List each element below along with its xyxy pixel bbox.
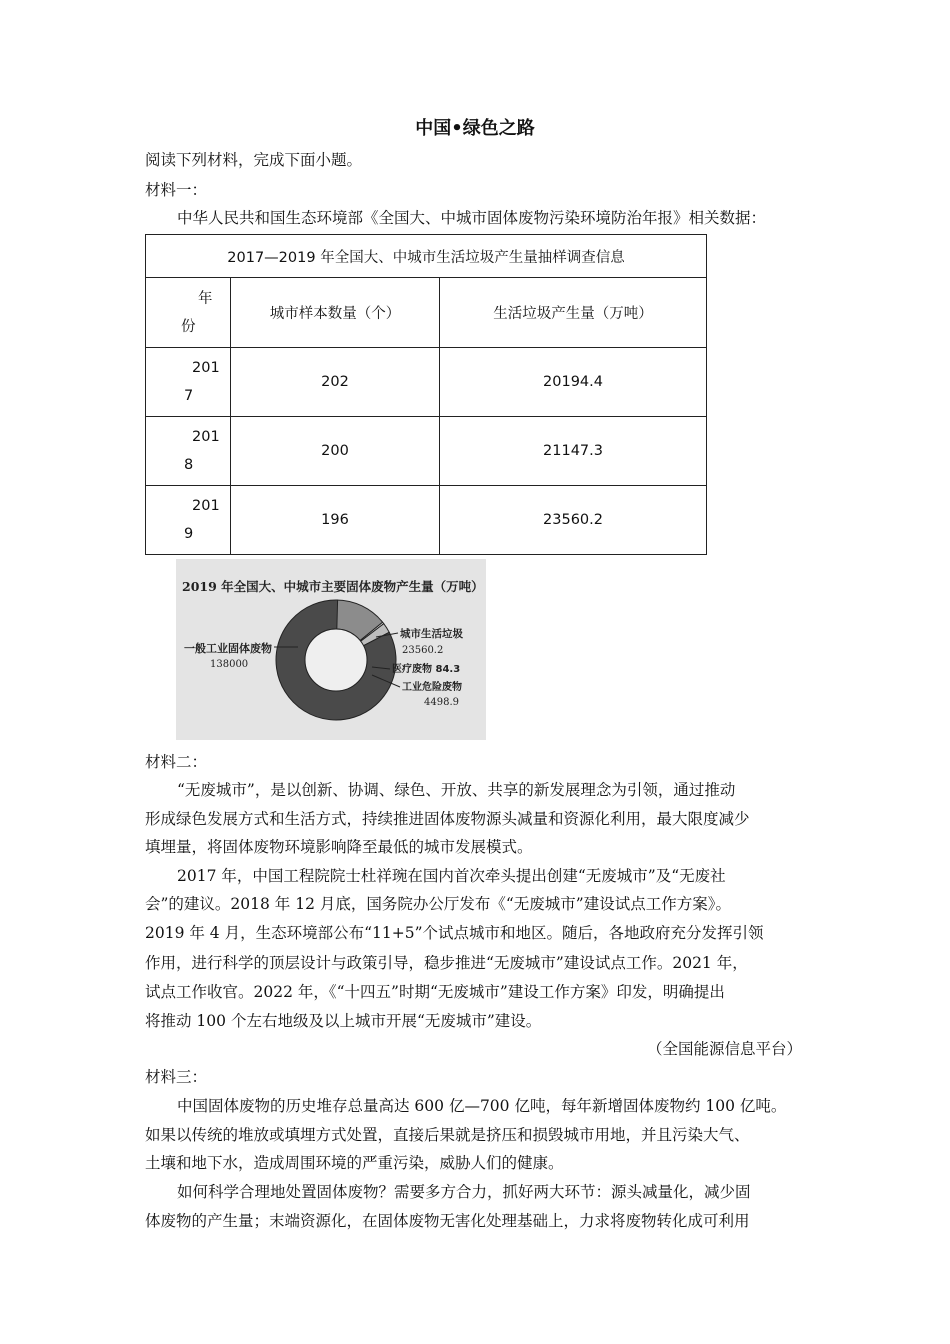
m2-line: 会”的建议。2018 年 12 月底，国务院办公厅发布《“无废城市”建设试点工作方案》。 — [145, 895, 731, 913]
material-3-label: 材料三： — [145, 1068, 208, 1086]
material-2-source: （全国能源信息平台） — [646, 1040, 802, 1058]
material-2-label: 材料二： — [145, 753, 208, 771]
year-part: 8 — [184, 457, 194, 473]
label-hazardous: 工业危险废物 — [402, 682, 462, 693]
year-header-bottom: 份 — [181, 318, 196, 335]
value-industrial: 138000 — [210, 659, 249, 670]
amount-header: 生活垃圾产生量（万吨） — [440, 278, 707, 348]
year-header-top: 年 — [198, 290, 213, 307]
year-cell — [146, 486, 231, 555]
m3-line: 中国固体废物的历史堆存总量高达 600 亿—700 亿吨，每年新增固体废物约 100 亿吨。 — [177, 1097, 787, 1115]
m2-line: 填埋量，将固体废物环境影响降至最低的城市发展模式。 — [145, 838, 533, 856]
count-cell: 196 — [231, 486, 440, 555]
year-part: 201 — [192, 429, 220, 445]
amount-cell: 21147.3 — [440, 417, 707, 486]
material-1-source-line: 中华人民共和国生态环境部《全国大、中城市固体废物污染环境防治年报》相关数据： — [177, 209, 767, 227]
donut-chart — [176, 559, 486, 740]
amount-cell: 23560.2 — [440, 486, 707, 555]
m3-line: 体废物的产生量；末端资源化，在固体废物无害化处理基础上，力求将废物转化成可利用 — [145, 1212, 750, 1230]
chart-title: 2019 年全国大、中城市主要固体废物产生量（万吨） — [182, 579, 484, 594]
donut-chart-photo — [176, 559, 486, 740]
value-hazardous: 4498.9 — [424, 697, 459, 708]
table-row — [146, 348, 707, 417]
count-cell: 200 — [231, 417, 440, 486]
year-cell — [146, 417, 231, 486]
m2-line: 作用，进行科学的顶层设计与政策引导，稳步推进“无废城市”建设试点工作。2021 年， — [145, 954, 748, 972]
m2-line: “无废城市”，是以创新、协调、绿色、开放、共享的新发展理念为引领，通过推动 — [177, 781, 736, 799]
m2-line: 2019 年 4 月，生态环境部公布“11+5”个试点城市和地区。随后，各地政府充分发挥引领 — [145, 924, 764, 942]
table-row — [146, 486, 707, 555]
m2-line: 试点工作收官。2022 年，《“十四五”时期“无废城市”建设工作方案》印发，明确提出 — [145, 983, 725, 1001]
m3-line: 如果以传统的堆放或填埋方式处置，直接后果就是挤压和损毁城市用地，并且污染大气、 — [145, 1126, 750, 1144]
m2-line: 将推动 100 个左右地级及以上城市开展“无废城市”建设。 — [145, 1012, 542, 1030]
count-header: 城市样本数量（个） — [231, 278, 440, 348]
year-part: 201 — [192, 360, 220, 376]
value-domestic: 23560.2 — [402, 645, 444, 656]
m3-line: 土壤和地下水，造成周围环境的严重污染，威胁人们的健康。 — [145, 1154, 564, 1172]
label-industrial: 一般工业固体废物 — [184, 642, 272, 655]
donut-slices — [276, 600, 396, 720]
donut-hole — [305, 629, 367, 691]
page-title: 中国•绿色之路 — [415, 118, 535, 139]
year-part: 9 — [184, 526, 194, 542]
amount-cell: 20194.4 — [440, 348, 707, 417]
material-1-label: 材料一： — [145, 181, 208, 199]
year-part: 201 — [192, 498, 220, 514]
year-part: 7 — [184, 388, 194, 404]
label-domestic: 城市生活垃圾 — [400, 628, 463, 640]
label-medical: 医疗废物 84.3 — [392, 664, 461, 675]
count-cell: 202 — [231, 348, 440, 417]
survey-table — [145, 234, 707, 555]
year-header — [146, 278, 231, 348]
m2-line: 2017 年，中国工程院院士杜祥琬在国内首次牵头提出创建“无废城市”及“无废社 — [177, 867, 726, 885]
m2-line: 形成绿色发展方式和生活方式，持续推进固体废物源头减量和资源化利用，最大限度减少 — [145, 810, 750, 828]
instruction: 阅读下列材料，完成下面小题。 — [145, 151, 363, 169]
table-row — [146, 417, 707, 486]
m3-line: 如何科学合理地处置固体废物？需要多方合力，抓好两大环节：源头减量化，减少固 — [177, 1183, 751, 1201]
table-caption: 2017—2019 年全国大、中城市生活垃圾产生量抽样调查信息 — [146, 235, 707, 278]
year-cell — [146, 348, 231, 417]
